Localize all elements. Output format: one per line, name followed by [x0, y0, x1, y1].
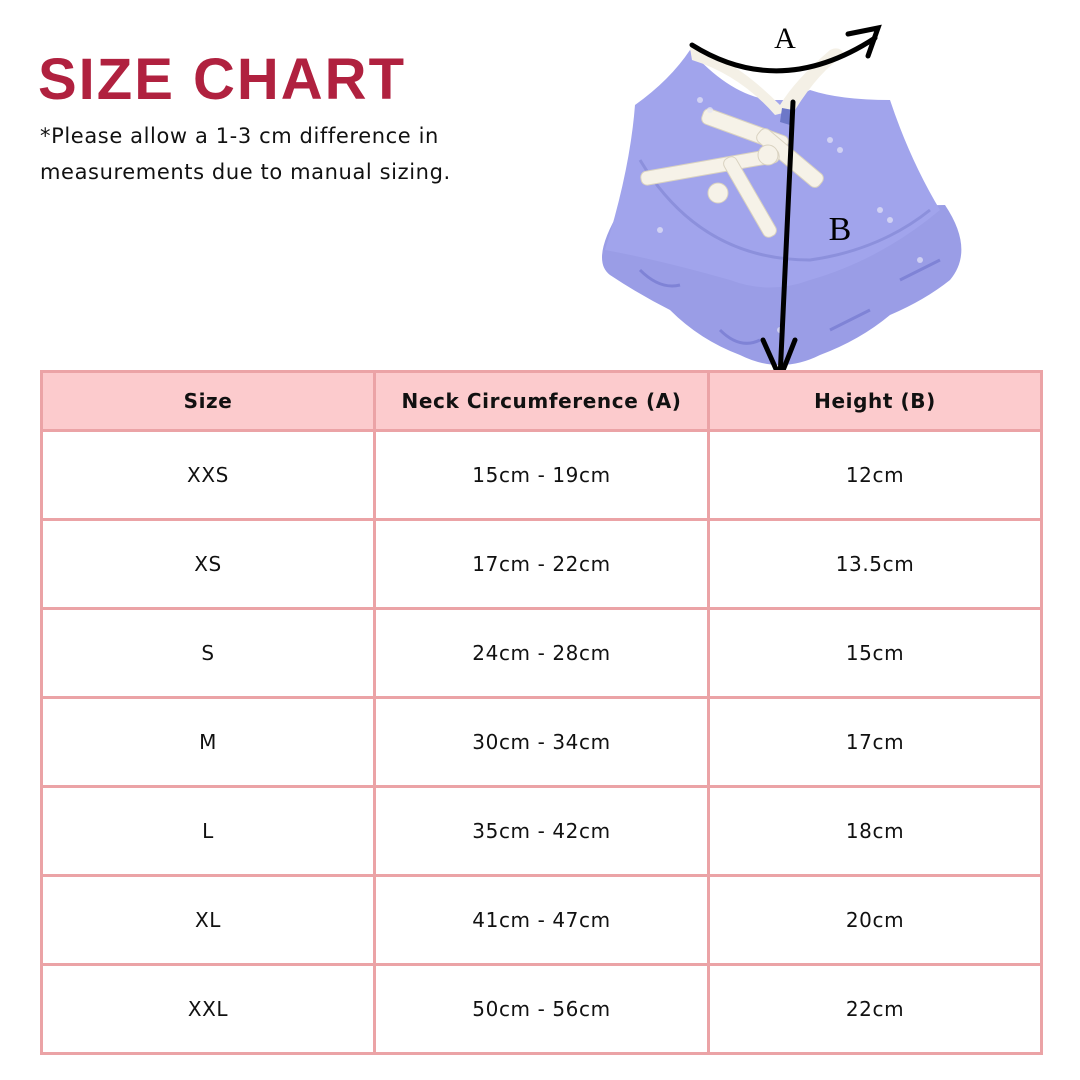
- height-cell: 20cm: [709, 876, 1042, 965]
- table-row: [42, 876, 1042, 965]
- table-row: [42, 609, 1042, 698]
- height-cell: 17cm: [709, 698, 1042, 787]
- table-row: [42, 431, 1042, 520]
- table-row: [42, 520, 1042, 609]
- label-b: B: [828, 211, 852, 248]
- size-cell: XXS: [42, 431, 375, 520]
- neck-cell: 17cm - 22cm: [375, 520, 709, 609]
- neck-cell: 30cm - 34cm: [375, 698, 709, 787]
- header-height: Height (B): [709, 372, 1042, 431]
- neck-cell: 50cm - 56cm: [375, 965, 709, 1054]
- neck-cell: 15cm - 19cm: [375, 431, 709, 520]
- neck-cell: 35cm - 42cm: [375, 787, 709, 876]
- header-neck: Neck Circumference (A): [375, 372, 709, 431]
- header-size: Size: [42, 372, 375, 431]
- table-header-row: [42, 372, 1042, 431]
- size-cell: M: [42, 698, 375, 787]
- table-row: [42, 698, 1042, 787]
- garment-diagram: [580, 10, 980, 400]
- height-cell: 18cm: [709, 787, 1042, 876]
- size-cell: S: [42, 609, 375, 698]
- label-a: A: [774, 22, 796, 55]
- height-cell: 22cm: [709, 965, 1042, 1054]
- size-table: [40, 370, 1043, 1055]
- page-title: SIZE CHART: [38, 47, 406, 112]
- height-cell: 13.5cm: [709, 520, 1042, 609]
- size-cell: XXL: [42, 965, 375, 1054]
- neck-cell: 24cm - 28cm: [375, 609, 709, 698]
- height-cell: 12cm: [709, 431, 1042, 520]
- table-row: [42, 787, 1042, 876]
- table-row: [42, 965, 1042, 1054]
- neck-cell: 41cm - 47cm: [375, 876, 709, 965]
- size-cell: L: [42, 787, 375, 876]
- sizing-note: *Please allow a 1-3 cm difference in measurements due to manual sizing.: [40, 124, 451, 184]
- size-cell: XL: [42, 876, 375, 965]
- height-cell: 15cm: [709, 609, 1042, 698]
- size-cell: XS: [42, 520, 375, 609]
